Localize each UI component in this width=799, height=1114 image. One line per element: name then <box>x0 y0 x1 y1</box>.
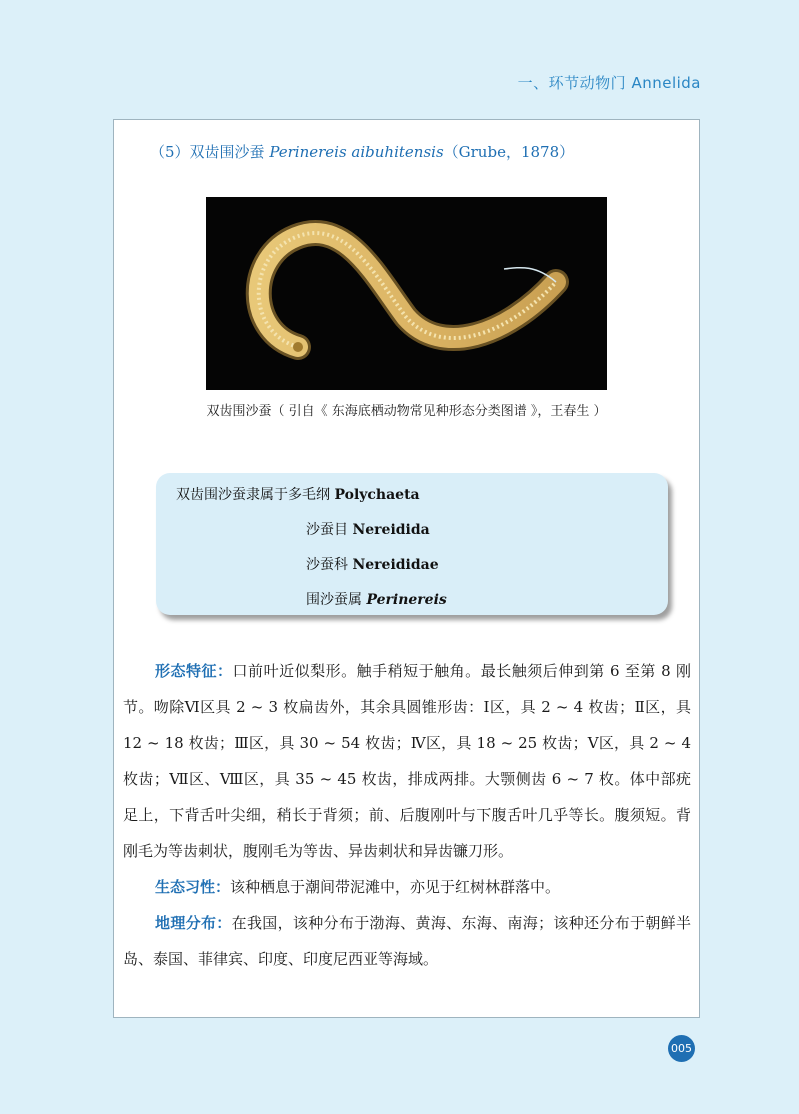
class-prefix: 双齿围沙蚕隶属于多毛纲 <box>176 487 335 503</box>
page-card <box>113 119 700 1018</box>
taxonomy-order <box>306 519 430 539</box>
taxonomy-genus <box>306 589 447 609</box>
species-authority: （Grube，1878） <box>443 143 575 161</box>
taxonomy-box <box>156 473 668 615</box>
photo-caption: 双齿围沙蚕（ 引自《 东海底栖动物常见种形态分类图谱 》，王春生 ） <box>206 404 607 419</box>
distribution-label: 地理分布： <box>155 914 232 932</box>
distribution-paragraph <box>123 905 691 977</box>
order-prefix: 沙蚕目 <box>306 522 353 538</box>
species-number: （5）双齿围沙蚕 <box>150 143 270 161</box>
morphology-text: 口前叶近似梨形。触手稍短于触角。最长触须后伸到第 6 至第 8 刚节。吻除Ⅵ区具 2 ~ 3 枚扁齿外，其余具圆锥形齿：Ⅰ区，具 2 ~ 4 枚齿；Ⅱ区，具 12 ~ 18 枚齿；Ⅲ区，具 30 ~ 54 枚齿；Ⅳ区，具 18 ~ 25 枚齿；Ⅴ区，具 2 ~ 4 枚齿；Ⅶ区、Ⅷ区，具 35 ~ 45 枚齿，排成两排。大颚侧齿 6 ~ 7 枚。体中部疣足上，下背舌叶尖细，稍长于背须；前、后腹刚叶与下腹舌叶几乎等长。腹须短。背刚毛为等齿刺状，腹刚毛为等齿、异齿刺状和异齿镰刀形。 <box>123 662 691 860</box>
running-header: 一、环节动物门 Annelida <box>517 74 701 92</box>
species-heading <box>150 141 574 162</box>
page-number-badge: 005 <box>668 1035 695 1062</box>
specimen-photo <box>206 197 607 390</box>
species-latin-name: Perinereis aibuhitensis <box>269 143 444 161</box>
morphology-paragraph <box>123 653 691 869</box>
ecology-text: 该种栖息于潮间带泥滩中，亦见于红树林群落中。 <box>230 878 561 896</box>
distribution-text: 在我国，该种分布于渤海、黄海、东海、南海；该种还分布于朝鲜半岛、泰国、菲律宾、印度、印度尼西亚等海域。 <box>123 914 691 968</box>
description-body <box>123 653 691 977</box>
family-prefix: 沙蚕科 <box>306 557 353 573</box>
genus-prefix: 围沙蚕属 <box>306 592 367 608</box>
family-latin: Nereididae <box>352 557 439 573</box>
order-latin: Nereidida <box>352 522 430 538</box>
ecology-paragraph <box>123 869 691 905</box>
genus-latin: Perinereis <box>366 592 447 608</box>
ecology-label: 生态习性： <box>155 878 231 896</box>
worm-illustration <box>206 197 607 390</box>
taxonomy-family <box>306 554 439 574</box>
morphology-label: 形态特征： <box>155 662 233 680</box>
class-latin: Polychaeta <box>334 487 420 503</box>
taxonomy-class <box>176 484 420 504</box>
